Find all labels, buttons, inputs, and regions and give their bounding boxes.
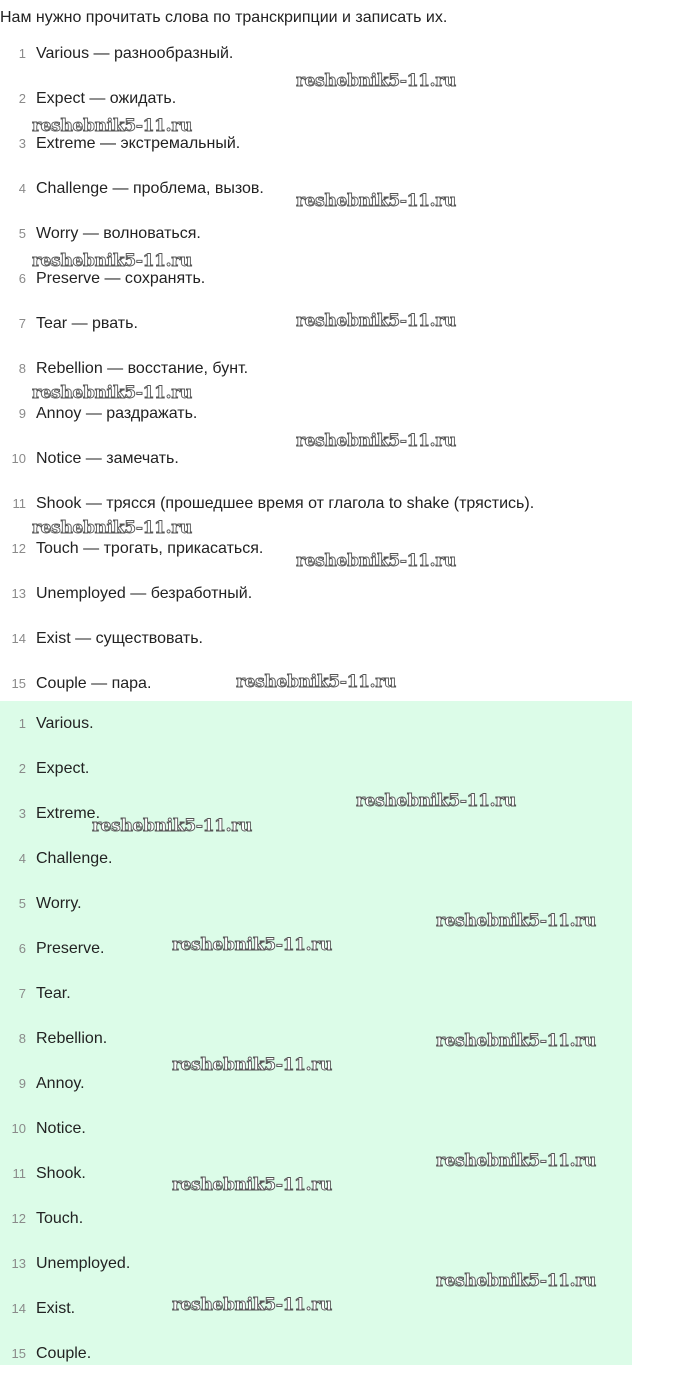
list-item — [0, 661, 632, 706]
list-item — [0, 616, 632, 661]
list-item — [0, 481, 632, 526]
item-number: 11 — [12, 496, 26, 511]
item-number: 3 — [18, 136, 26, 151]
item-text: Various — разнообразный. — [36, 44, 234, 62]
item-text: Preserve — сохранять. — [36, 269, 206, 287]
list-item — [0, 166, 632, 211]
item-number: 4 — [18, 851, 26, 866]
watermark: reshebnik5-11.ru — [172, 1175, 332, 1195]
item-number: 7 — [18, 986, 26, 1001]
watermark: reshebnik5-11.ru — [32, 383, 192, 403]
item-number: 8 — [18, 1031, 26, 1046]
item-text: Tear. — [36, 984, 71, 1002]
item-text: Challenge — проблема, вызов. — [36, 179, 264, 197]
item-text: Various. — [36, 714, 94, 732]
list-item — [0, 1106, 632, 1151]
item-text: Annoy. — [36, 1074, 85, 1092]
item-number: 6 — [18, 271, 26, 286]
item-text: Rebellion — восстание, бунт. — [36, 359, 249, 377]
item-text: Notice. — [36, 1119, 86, 1137]
list-item — [0, 1241, 632, 1286]
item-number: 8 — [18, 361, 26, 376]
watermark: reshebnik5-11.ru — [296, 431, 456, 451]
item-number: 6 — [18, 941, 26, 956]
watermark: reshebnik5-11.ru — [296, 311, 456, 331]
item-number: 9 — [18, 406, 26, 421]
item-number: 2 — [18, 91, 26, 106]
item-text: Shook — тряcся (прошедшее время от глагола to shake (трястись). — [36, 494, 535, 512]
item-number: 5 — [18, 896, 26, 911]
list-item — [0, 526, 632, 571]
item-number: 3 — [18, 806, 26, 821]
list-item — [0, 76, 632, 121]
list-item — [0, 1286, 632, 1331]
watermark: reshebnik5-11.ru — [172, 1055, 332, 1075]
watermark: reshebnik5-11.ru — [436, 1151, 596, 1171]
item-text: Touch. — [36, 1209, 84, 1227]
item-number: 10 — [11, 1121, 26, 1136]
list-item — [0, 571, 632, 616]
translation-list — [0, 31, 632, 706]
item-number: 12 — [11, 1211, 26, 1226]
list-item — [0, 701, 632, 746]
item-text: Notice — замечать. — [36, 449, 179, 467]
item-text: Annoy — раздражать. — [36, 404, 198, 422]
watermark: reshebnik5-11.ru — [296, 191, 456, 211]
list-item — [0, 1016, 632, 1061]
item-number: 15 — [11, 1346, 26, 1361]
list-item — [0, 31, 632, 76]
list-item — [0, 746, 632, 791]
list-item — [0, 881, 632, 926]
item-text: Touch — трогать, прикасаться. — [36, 539, 264, 557]
item-number: 2 — [18, 761, 26, 776]
item-number: 11 — [12, 1166, 26, 1181]
watermark: reshebnik5-11.ru — [296, 71, 456, 91]
item-text: Unemployed. — [36, 1254, 131, 1272]
item-number: 15 — [11, 676, 26, 691]
list-item — [0, 836, 632, 881]
item-text: Worry. — [36, 894, 82, 912]
item-text: Worry — волноваться. — [36, 224, 201, 242]
item-text: Exist — существовать. — [36, 629, 203, 647]
watermark: reshebnik5-11.ru — [172, 1295, 332, 1315]
item-number: 5 — [18, 226, 26, 241]
item-number: 12 — [11, 541, 26, 556]
item-text: Rebellion. — [36, 1029, 108, 1047]
list-item — [0, 301, 632, 346]
list-item — [0, 971, 632, 1016]
list-item — [0, 1196, 632, 1241]
item-text: Couple — пара. — [36, 674, 152, 692]
item-number: 9 — [18, 1076, 26, 1091]
item-number: 1 — [18, 46, 26, 61]
item-number: 7 — [18, 316, 26, 331]
list-item — [0, 121, 632, 166]
item-text: Challenge. — [36, 849, 113, 867]
item-text: Extreme — экстремальный. — [36, 134, 241, 152]
list-item — [0, 926, 632, 971]
list-item — [0, 211, 632, 256]
watermark: reshebnik5-11.ru — [32, 251, 192, 271]
item-number: 4 — [18, 181, 26, 196]
watermark: reshebnik5-11.ru — [236, 672, 396, 692]
item-text: Unemployed — безработный. — [36, 584, 253, 602]
item-number: 14 — [11, 1301, 26, 1316]
watermark: reshebnik5-11.ru — [172, 935, 332, 955]
item-text: Couple. — [36, 1344, 92, 1362]
watermark: reshebnik5-11.ru — [356, 791, 516, 811]
watermark: reshebnik5-11.ru — [436, 1031, 596, 1051]
list-item — [0, 256, 632, 301]
list-item — [0, 346, 632, 391]
item-text: Expect — ожидать. — [36, 89, 177, 107]
item-number: 13 — [11, 1256, 26, 1271]
watermark: reshebnik5-11.ru — [436, 1271, 596, 1291]
item-text: Shook. — [36, 1164, 86, 1182]
watermark: reshebnik5-11.ru — [436, 911, 596, 931]
item-text: Extreme. — [36, 804, 101, 822]
answer-list — [0, 701, 632, 1365]
item-text: Tear — рвать. — [36, 314, 138, 332]
item-number: 10 — [11, 451, 26, 466]
watermark: reshebnik5-11.ru — [296, 551, 456, 571]
list-item — [0, 791, 632, 836]
list-item — [0, 391, 632, 436]
item-text: Exist. — [36, 1299, 76, 1317]
list-item — [0, 1151, 632, 1196]
item-number: 14 — [11, 631, 26, 646]
list-item — [0, 1061, 632, 1106]
item-text: Expect. — [36, 759, 90, 777]
item-number: 1 — [18, 716, 26, 731]
item-text: Preserve. — [36, 939, 105, 957]
item-number: 13 — [11, 586, 26, 601]
watermark: reshebnik5-11.ru — [92, 816, 252, 836]
watermark: reshebnik5-11.ru — [32, 518, 192, 538]
list-item — [0, 436, 632, 481]
list-item — [0, 1331, 632, 1376]
watermark: reshebnik5-11.ru — [32, 116, 192, 136]
task-description: Нам нужно прочитать слова по транскрипции и записать их. — [0, 9, 448, 26]
